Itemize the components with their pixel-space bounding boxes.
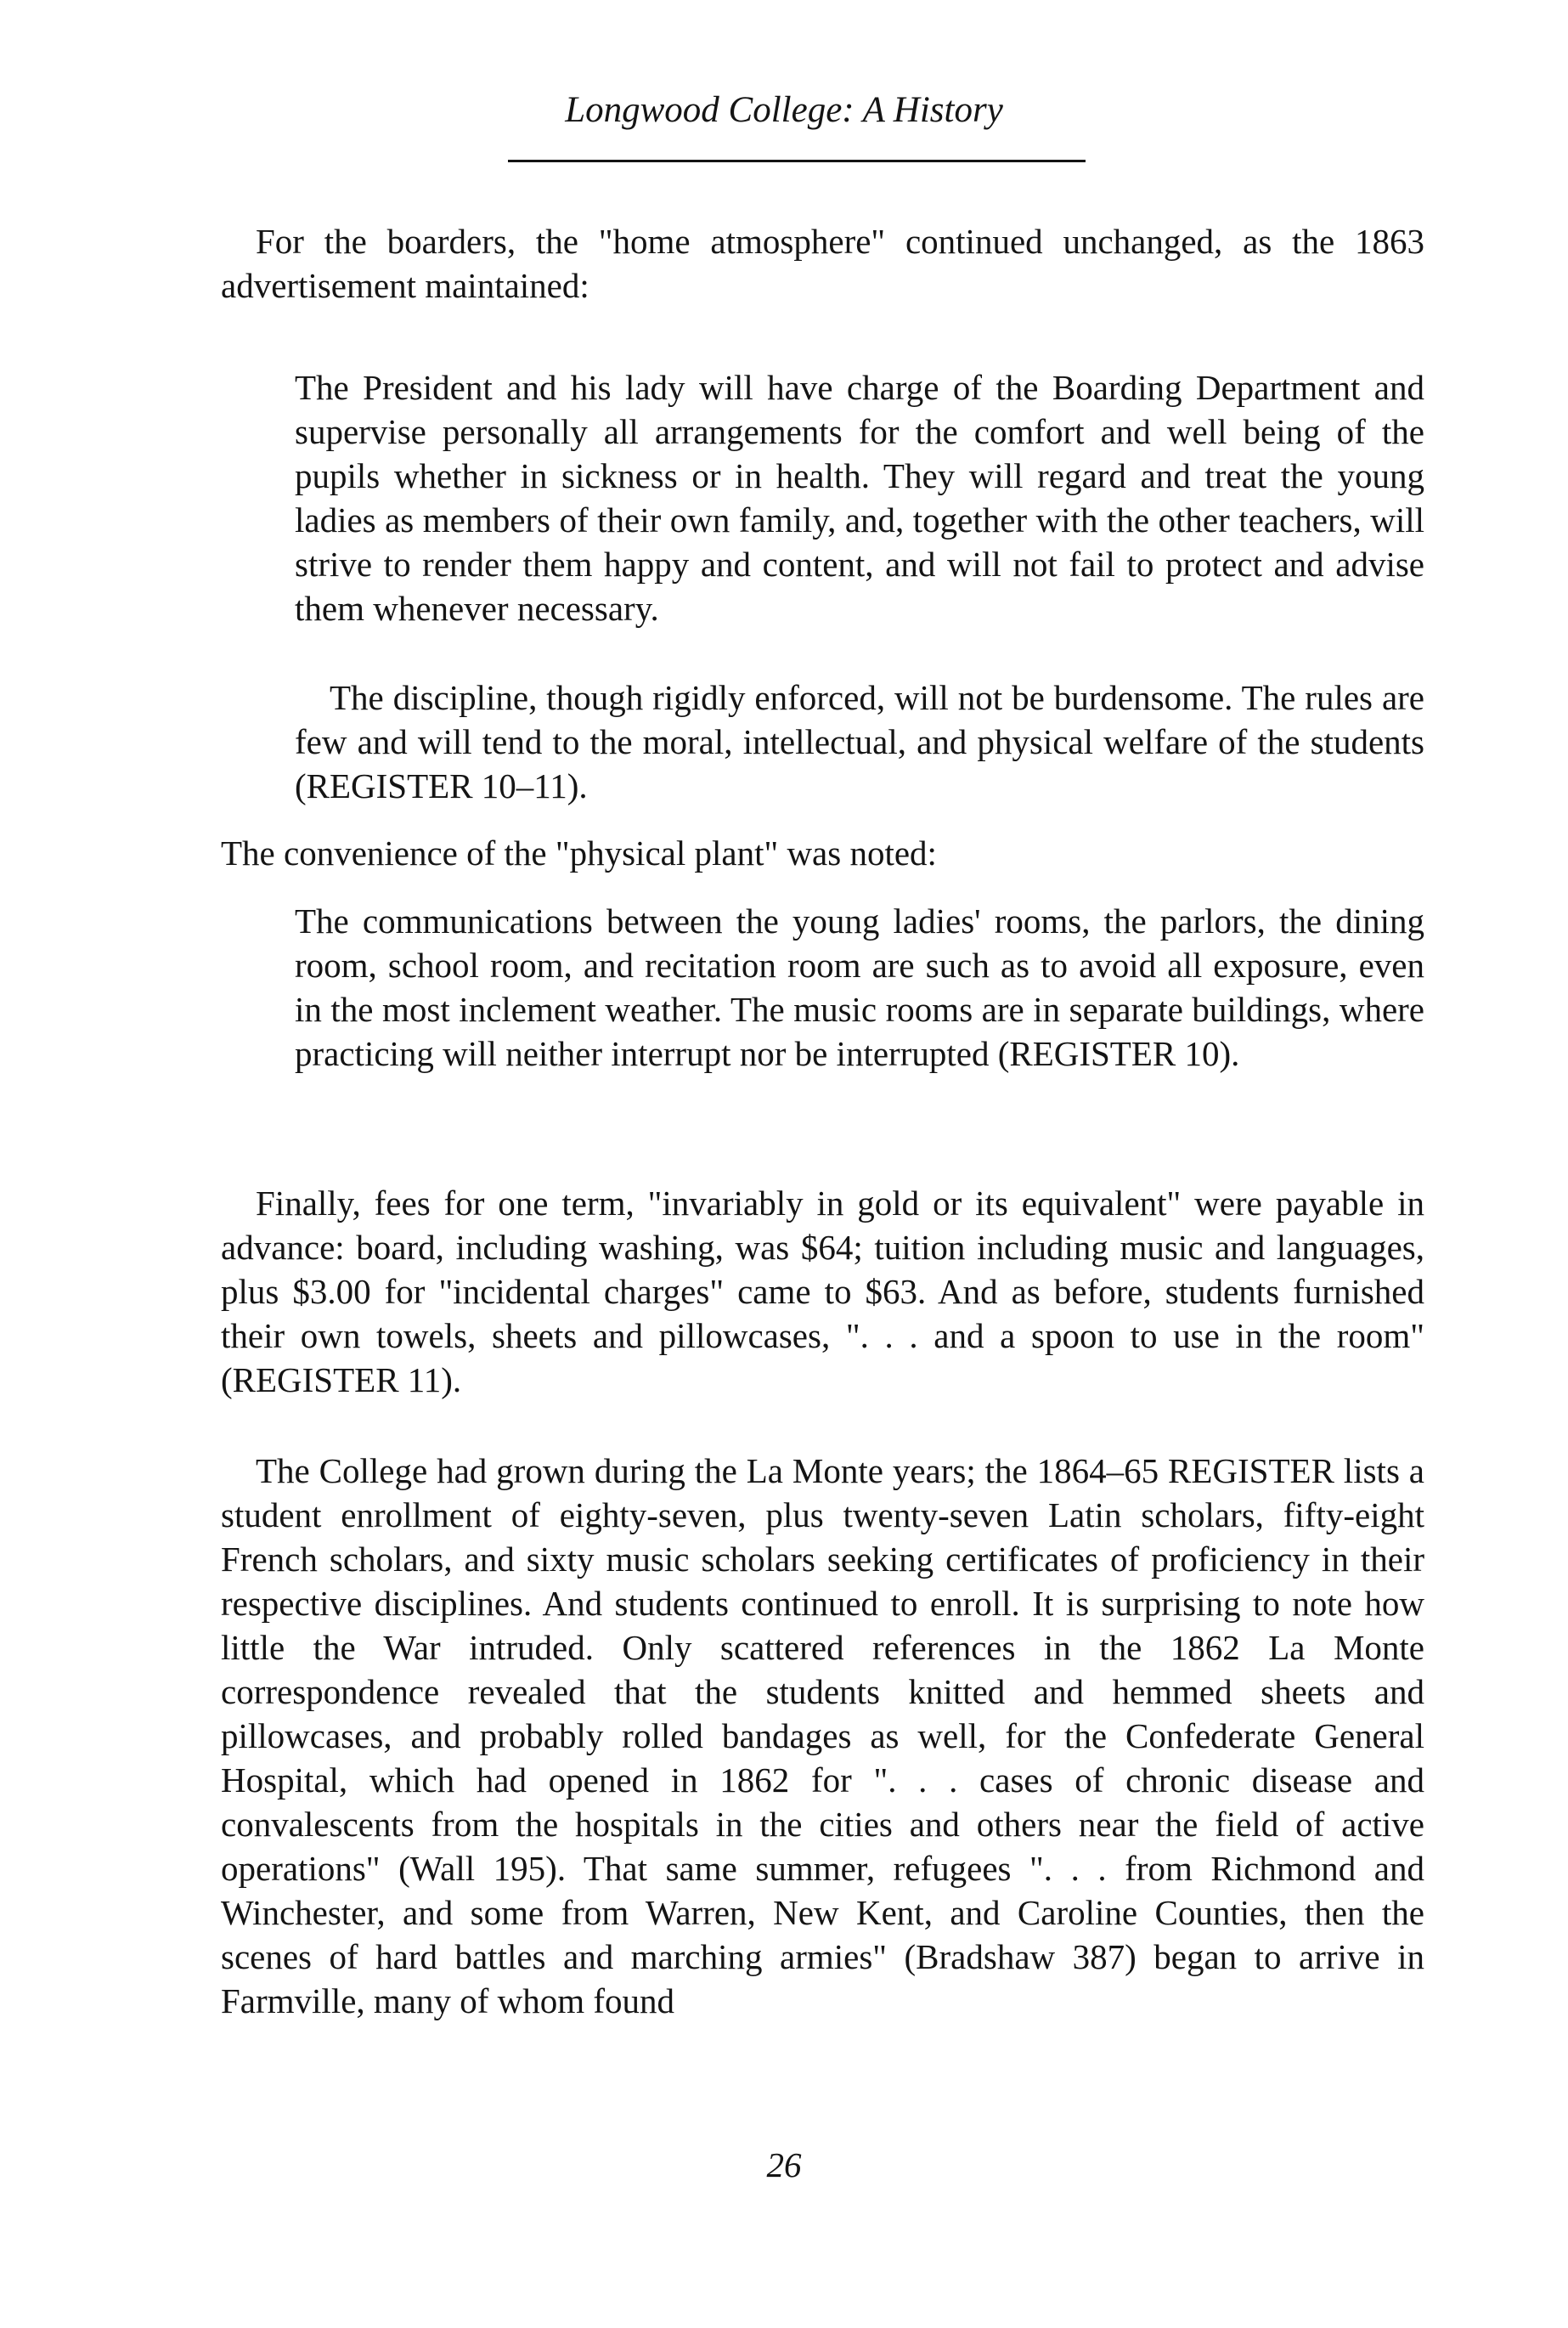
page-number: 26 bbox=[766, 2145, 802, 2184]
paragraph-boarders: For the boarders, the "home atmosphere" continued unchanged, as the 1863 advertisement maintained: bbox=[221, 222, 1424, 305]
block-quote-communications: The communications between the young ladies' rooms, the parlors, the dining room, school room, and recitation room are such as to avoid all exposure, even in the most inclement weather. The music rooms are in separate buildings, where practicing will neither interrupt nor be interrupted (REGISTER 10). bbox=[295, 901, 1424, 1073]
block-quote-discipline: The discipline, though rigidly enforced, will not be burdensome. The rules are few and will tend to the moral, intellectual, and physical welfare of the students (REGISTER 10–11). bbox=[295, 678, 1424, 805]
block-quote-boarding: The President and his lady will have charge of the Boarding Department and supervise personally all arrangements for the comfort and well being of the pupils whether in sickness or in health. They will regard and treat the young ladies as members of their own family, and, together with the other teachers, will strive to render them happy and content, and will not fail to protect and advise them whenever necessary. bbox=[295, 368, 1424, 628]
paragraph-fees: Finally, fees for one term, "invariably in gold or its equivalent" were payable in advance: board, including washing, was $64; tuition including music and languages, plus $3.00 for "incidental charges" came to $63. And as before, students furnished their own towels, sheets and pillowcases, ". . . and a spoon to use in the room" (REGISTER 11). bbox=[221, 1184, 1424, 1399]
paragraph-physical-plant: The convenience of the "physical plant" was noted: bbox=[221, 833, 937, 873]
header-rule bbox=[508, 160, 1086, 162]
paragraph-college-growth: The College had grown during the La Monte years; the 1864–65 REGISTER lists a student enrollment of eighty-seven, plus twenty-seven Latin scholars, fifty-eight French scholars, and sixty music scholars seeking certificates of proficiency in their respective disciplines. And students continued to enroll. It is surprising to note how little the War intruded. Only scattered references in the 1862 La Monte correspondence revealed that the students knitted and hemmed sheets and pillowcases, and probably rolled bandages as well, for the Confederate General Hospital, which had opened in 1862 for ". . . cases of chronic disease and convalescents from the hospitals in the cities and others near the field of active operations" (Wall 195). That same summer, refugees ". . . from Richmond and Winchester, and some from Warren, New Kent, and Caroline Counties, then the scenes of hard battles and marching armies" (Bradshaw 387) began to arrive in Farmville, many of whom found bbox=[221, 1451, 1424, 2020]
running-head: Longwood College: A History bbox=[565, 90, 1003, 130]
